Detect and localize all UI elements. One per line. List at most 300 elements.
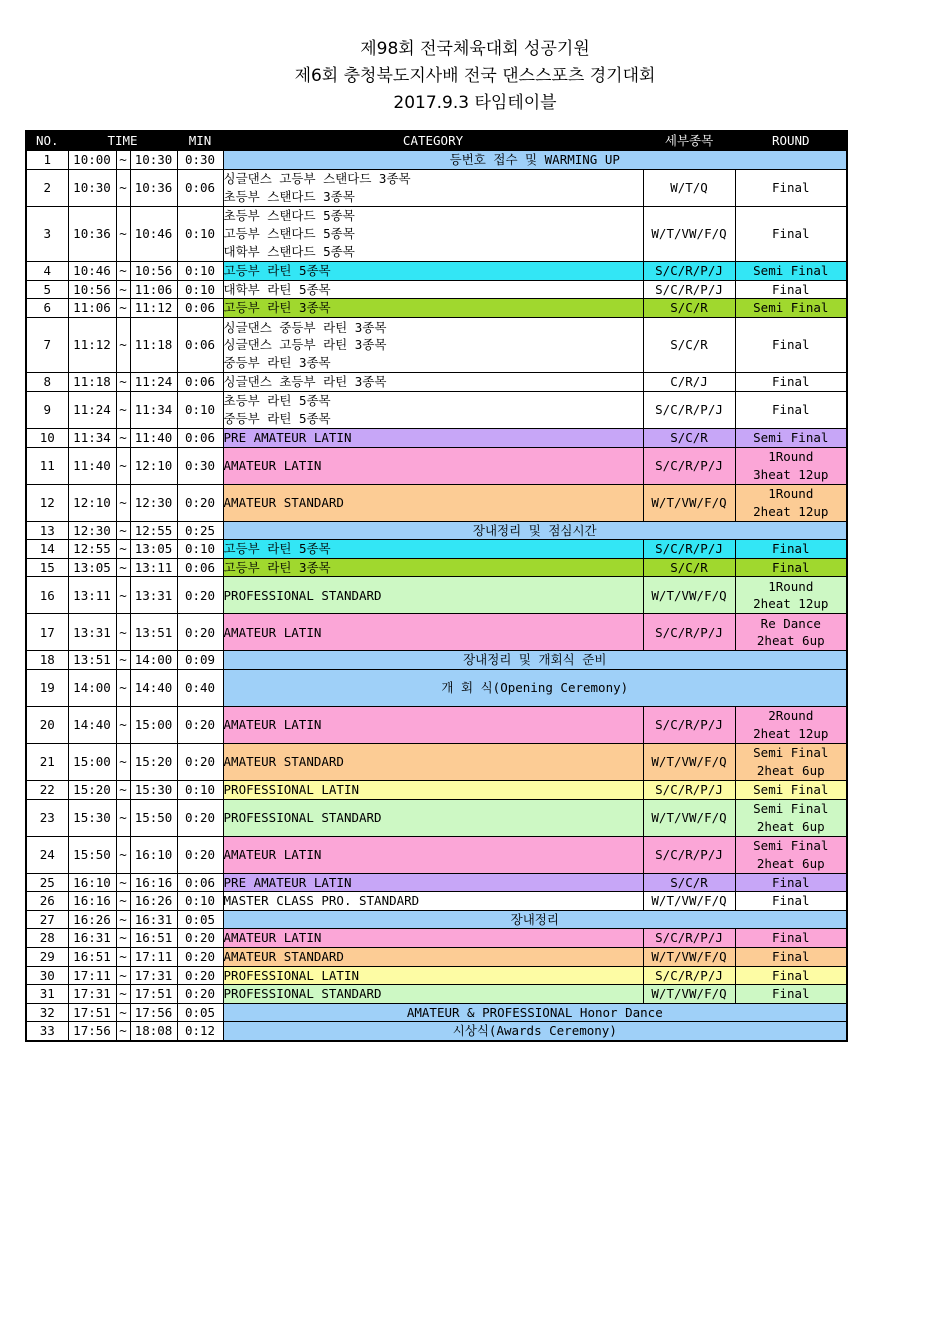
row-minutes: 0:10 bbox=[177, 391, 223, 428]
row-no: 13 bbox=[26, 521, 68, 540]
row-end-time: 10:56 bbox=[130, 262, 177, 281]
row-no: 16 bbox=[26, 577, 68, 614]
row-time-separator: ~ bbox=[116, 391, 130, 428]
row-sub-events: S/C/R/P/J bbox=[643, 447, 735, 484]
row-minutes: 0:20 bbox=[177, 985, 223, 1004]
row-round bbox=[735, 743, 847, 780]
row-sub-events: W/T/VW/F/Q bbox=[643, 484, 735, 521]
row-no: 19 bbox=[26, 669, 68, 706]
round-line: Semi Final bbox=[753, 837, 829, 853]
row-start-time: 10:36 bbox=[68, 206, 116, 262]
row-round bbox=[735, 706, 847, 743]
row-round bbox=[735, 299, 847, 318]
row-sub-events: S/C/R bbox=[643, 428, 735, 447]
table-row bbox=[26, 540, 847, 559]
row-minutes: 0:30 bbox=[177, 447, 223, 484]
row-category bbox=[223, 540, 643, 559]
row-round bbox=[735, 373, 847, 392]
row-end-time: 15:20 bbox=[130, 743, 177, 780]
round-line: Final bbox=[771, 226, 810, 242]
row-sub-events: S/C/R/P/J bbox=[643, 836, 735, 873]
round-line: 2heat 6up bbox=[756, 762, 825, 778]
category-line: 초등부 라틴 5종목 bbox=[223, 393, 331, 409]
row-round bbox=[735, 799, 847, 836]
table-row bbox=[26, 151, 847, 170]
table-row bbox=[26, 373, 847, 392]
row-end-time: 13:31 bbox=[130, 577, 177, 614]
row-time-separator: ~ bbox=[116, 447, 130, 484]
category-line: AMATEUR STANDARD bbox=[223, 754, 344, 770]
row-sub-events: W/T/VW/F/Q bbox=[643, 985, 735, 1004]
round-line: Final bbox=[771, 874, 810, 890]
row-event-bar: AMATEUR & PROFESSIONAL Honor Dance bbox=[223, 1003, 847, 1022]
category-line: AMATEUR LATIN bbox=[223, 624, 322, 640]
category-line: 중등부 라틴 5종목 bbox=[223, 410, 331, 426]
table-row bbox=[26, 910, 847, 929]
row-no: 33 bbox=[26, 1022, 68, 1041]
row-no: 7 bbox=[26, 317, 68, 373]
table-row bbox=[26, 985, 847, 1004]
row-round bbox=[735, 280, 847, 299]
row-time-separator: ~ bbox=[116, 151, 130, 170]
row-minutes: 0:06 bbox=[177, 428, 223, 447]
row-start-time: 13:31 bbox=[68, 614, 116, 651]
row-start-time: 11:24 bbox=[68, 391, 116, 428]
row-start-time: 16:16 bbox=[68, 892, 116, 911]
row-time-separator: ~ bbox=[116, 206, 130, 262]
row-end-time: 17:56 bbox=[130, 1003, 177, 1022]
category-line: PROFESSIONAL STANDARD bbox=[223, 986, 382, 1002]
table-row bbox=[26, 317, 847, 373]
timetable-body bbox=[26, 151, 847, 1041]
category-line: 싱글댄스 고등부 스탠다드 3종목 bbox=[223, 171, 411, 186]
row-end-time: 11:24 bbox=[130, 373, 177, 392]
table-row bbox=[26, 262, 847, 281]
row-time-separator: ~ bbox=[116, 929, 130, 948]
row-minutes: 0:20 bbox=[177, 966, 223, 985]
row-event-bar: 장내정리 및 점심시간 bbox=[223, 521, 847, 540]
row-time-separator: ~ bbox=[116, 706, 130, 743]
row-category bbox=[223, 743, 643, 780]
category-line: 중등부 라틴 3종목 bbox=[223, 354, 331, 370]
row-start-time: 12:30 bbox=[68, 521, 116, 540]
category-line: 싱글댄스 중등부 라틴 3종목 bbox=[223, 319, 387, 335]
row-round bbox=[735, 262, 847, 281]
round-line: Semi Final bbox=[753, 781, 829, 797]
row-sub-events: W/T/VW/F/Q bbox=[643, 947, 735, 966]
row-start-time: 11:40 bbox=[68, 447, 116, 484]
category-line: PRE AMATEUR LATIN bbox=[223, 874, 352, 890]
row-sub-events: S/C/R/P/J bbox=[643, 966, 735, 985]
row-time-separator: ~ bbox=[116, 947, 130, 966]
row-category bbox=[223, 373, 643, 392]
row-end-time: 11:12 bbox=[130, 299, 177, 318]
round-line: 3heat 12up bbox=[753, 466, 829, 482]
row-no: 12 bbox=[26, 484, 68, 521]
row-minutes: 0:30 bbox=[177, 151, 223, 170]
row-no: 17 bbox=[26, 614, 68, 651]
row-category bbox=[223, 836, 643, 873]
row-end-time: 13:05 bbox=[130, 540, 177, 559]
category-line: 대학부 스탠다드 5종목 bbox=[223, 243, 355, 259]
row-category bbox=[223, 317, 643, 373]
header-time: TIME bbox=[68, 131, 177, 151]
row-time-separator: ~ bbox=[116, 428, 130, 447]
category-line: PRE AMATEUR LATIN bbox=[223, 429, 352, 445]
row-start-time: 10:56 bbox=[68, 280, 116, 299]
row-minutes: 0:20 bbox=[177, 614, 223, 651]
row-sub-events: W/T/VW/F/Q bbox=[643, 892, 735, 911]
row-sub-events: S/C/R/P/J bbox=[643, 280, 735, 299]
table-row bbox=[26, 799, 847, 836]
table-row bbox=[26, 947, 847, 966]
round-line: 2heat 6up bbox=[756, 855, 825, 871]
row-no: 20 bbox=[26, 706, 68, 743]
round-line: 1Round bbox=[768, 448, 814, 464]
row-time-separator: ~ bbox=[116, 985, 130, 1004]
row-event-bar: 장내정리 bbox=[223, 910, 847, 929]
row-start-time: 11:18 bbox=[68, 373, 116, 392]
row-category bbox=[223, 966, 643, 985]
table-row bbox=[26, 206, 847, 262]
row-no: 15 bbox=[26, 558, 68, 577]
row-start-time: 15:50 bbox=[68, 836, 116, 873]
row-time-separator: ~ bbox=[116, 669, 130, 706]
row-minutes: 0:12 bbox=[177, 1022, 223, 1041]
header-min: MIN bbox=[177, 131, 223, 151]
row-time-separator: ~ bbox=[116, 558, 130, 577]
row-end-time: 14:40 bbox=[130, 669, 177, 706]
row-no: 32 bbox=[26, 1003, 68, 1022]
row-no: 6 bbox=[26, 299, 68, 318]
table-row bbox=[26, 836, 847, 873]
row-time-separator: ~ bbox=[116, 651, 130, 670]
row-minutes: 0:40 bbox=[177, 669, 223, 706]
row-time-separator: ~ bbox=[116, 1003, 130, 1022]
category-line: 초등부 스탠다드 5종목 bbox=[223, 208, 355, 224]
row-category bbox=[223, 428, 643, 447]
row-sub-events: S/C/R/P/J bbox=[643, 262, 735, 281]
row-start-time: 13:51 bbox=[68, 651, 116, 670]
row-end-time: 11:40 bbox=[130, 428, 177, 447]
table-row bbox=[26, 1022, 847, 1041]
row-round bbox=[735, 391, 847, 428]
round-line: 2heat 12up bbox=[753, 725, 829, 741]
round-line: 2heat 12up bbox=[753, 596, 829, 612]
row-category bbox=[223, 280, 643, 299]
round-line: Final bbox=[771, 967, 810, 983]
table-row bbox=[26, 706, 847, 743]
table-row bbox=[26, 873, 847, 892]
row-sub-events: S/C/R bbox=[643, 558, 735, 577]
row-sub-events: S/C/R bbox=[643, 299, 735, 318]
row-minutes: 0:10 bbox=[177, 206, 223, 262]
table-row bbox=[26, 892, 847, 911]
row-no: 9 bbox=[26, 391, 68, 428]
row-category bbox=[223, 614, 643, 651]
table-row bbox=[26, 1003, 847, 1022]
row-no: 14 bbox=[26, 540, 68, 559]
row-sub-events: S/C/R/P/J bbox=[643, 540, 735, 559]
row-category bbox=[223, 873, 643, 892]
row-minutes: 0:06 bbox=[177, 317, 223, 373]
header-row bbox=[26, 131, 847, 151]
row-end-time: 15:00 bbox=[130, 706, 177, 743]
row-no: 5 bbox=[26, 280, 68, 299]
row-start-time: 15:00 bbox=[68, 743, 116, 780]
category-line: AMATEUR LATIN bbox=[223, 930, 322, 946]
row-end-time: 10:46 bbox=[130, 206, 177, 262]
row-minutes: 0:25 bbox=[177, 521, 223, 540]
round-line: 2heat 6up bbox=[756, 818, 825, 834]
timetable bbox=[25, 130, 848, 1042]
row-sub-events: C/R/J bbox=[643, 373, 735, 392]
row-round bbox=[735, 169, 847, 206]
row-event-bar: 등번호 접수 및 WARMING UP bbox=[223, 151, 847, 170]
row-round bbox=[735, 614, 847, 651]
row-round bbox=[735, 947, 847, 966]
row-end-time: 15:30 bbox=[130, 780, 177, 799]
row-sub-events: W/T/Q bbox=[643, 169, 735, 206]
row-event-bar: 장내정리 및 개회식 준비 bbox=[223, 651, 847, 670]
row-no: 31 bbox=[26, 985, 68, 1004]
document-title bbox=[0, 36, 950, 117]
row-start-time: 11:12 bbox=[68, 317, 116, 373]
row-end-time: 13:51 bbox=[130, 614, 177, 651]
row-end-time: 15:50 bbox=[130, 799, 177, 836]
round-line: Semi Final bbox=[753, 745, 829, 761]
round-line: Semi Final bbox=[753, 263, 829, 279]
table-row bbox=[26, 651, 847, 670]
category-line: AMATEUR STANDARD bbox=[223, 494, 344, 510]
header-no: NO. bbox=[26, 131, 68, 151]
round-line: 2heat 12up bbox=[753, 503, 829, 519]
row-start-time: 14:00 bbox=[68, 669, 116, 706]
row-no: 22 bbox=[26, 780, 68, 799]
row-category bbox=[223, 780, 643, 799]
row-time-separator: ~ bbox=[116, 892, 130, 911]
row-time-separator: ~ bbox=[116, 799, 130, 836]
row-start-time: 12:55 bbox=[68, 540, 116, 559]
row-sub-events: S/C/R/P/J bbox=[643, 780, 735, 799]
row-time-separator: ~ bbox=[116, 262, 130, 281]
row-minutes: 0:09 bbox=[177, 651, 223, 670]
row-no: 27 bbox=[26, 910, 68, 929]
row-minutes: 0:10 bbox=[177, 262, 223, 281]
row-category bbox=[223, 206, 643, 262]
row-no: 21 bbox=[26, 743, 68, 780]
row-time-separator: ~ bbox=[116, 373, 130, 392]
row-category bbox=[223, 484, 643, 521]
category-line: 싱글댄스 초등부 라틴 3종목 bbox=[223, 374, 387, 390]
table-row bbox=[26, 743, 847, 780]
category-line: AMATEUR LATIN bbox=[223, 457, 322, 473]
row-sub-events: W/T/VW/F/Q bbox=[643, 743, 735, 780]
category-line: 대학부 라틴 5종목 bbox=[223, 281, 331, 297]
category-line: PROFESSIONAL LATIN bbox=[223, 781, 359, 797]
row-category bbox=[223, 262, 643, 281]
row-round bbox=[735, 428, 847, 447]
table-row bbox=[26, 484, 847, 521]
round-line: Semi Final bbox=[753, 429, 829, 445]
row-sub-events: S/C/R/P/J bbox=[643, 614, 735, 651]
row-category bbox=[223, 447, 643, 484]
row-time-separator: ~ bbox=[116, 910, 130, 929]
title-line-2: 제6회 충청북도지사배 전국 댄스스포츠 경기대회 bbox=[294, 66, 656, 86]
category-line: PROFESSIONAL STANDARD bbox=[223, 587, 382, 603]
row-round bbox=[735, 540, 847, 559]
row-end-time: 16:10 bbox=[130, 836, 177, 873]
row-end-time: 11:34 bbox=[130, 391, 177, 428]
row-start-time: 13:05 bbox=[68, 558, 116, 577]
row-time-separator: ~ bbox=[116, 780, 130, 799]
row-time-separator: ~ bbox=[116, 873, 130, 892]
round-line: 2Round bbox=[768, 708, 814, 724]
row-start-time: 13:11 bbox=[68, 577, 116, 614]
header-sub-events: 세부종목 bbox=[643, 131, 735, 151]
row-time-separator: ~ bbox=[116, 317, 130, 373]
row-category bbox=[223, 706, 643, 743]
row-time-separator: ~ bbox=[116, 540, 130, 559]
row-start-time: 10:30 bbox=[68, 169, 116, 206]
row-end-time: 18:08 bbox=[130, 1022, 177, 1041]
row-end-time: 16:26 bbox=[130, 892, 177, 911]
table-row bbox=[26, 391, 847, 428]
row-no: 2 bbox=[26, 169, 68, 206]
round-line: Final bbox=[771, 559, 810, 575]
category-line: 고등부 라틴 3종목 bbox=[223, 559, 331, 575]
row-minutes: 0:06 bbox=[177, 169, 223, 206]
row-start-time: 11:34 bbox=[68, 428, 116, 447]
round-line: Re Dance bbox=[760, 615, 821, 631]
round-line: Semi Final bbox=[753, 300, 829, 316]
row-minutes: 0:06 bbox=[177, 873, 223, 892]
round-line: 1Round bbox=[768, 578, 814, 594]
row-time-separator: ~ bbox=[116, 614, 130, 651]
row-minutes: 0:10 bbox=[177, 280, 223, 299]
row-minutes: 0:10 bbox=[177, 892, 223, 911]
table-row bbox=[26, 428, 847, 447]
row-category bbox=[223, 299, 643, 318]
row-round bbox=[735, 873, 847, 892]
row-minutes: 0:20 bbox=[177, 836, 223, 873]
table-row bbox=[26, 614, 847, 651]
row-category bbox=[223, 929, 643, 948]
table-row bbox=[26, 558, 847, 577]
row-start-time: 16:10 bbox=[68, 873, 116, 892]
category-line: PROFESSIONAL LATIN bbox=[223, 967, 359, 983]
row-minutes: 0:10 bbox=[177, 780, 223, 799]
category-line: 고등부 라틴 5종목 bbox=[223, 541, 331, 557]
row-minutes: 0:20 bbox=[177, 706, 223, 743]
row-time-separator: ~ bbox=[116, 743, 130, 780]
row-sub-events: S/C/R/P/J bbox=[643, 706, 735, 743]
round-line: Final bbox=[771, 179, 810, 195]
round-line: Semi Final bbox=[753, 800, 829, 816]
row-no: 18 bbox=[26, 651, 68, 670]
row-time-separator: ~ bbox=[116, 1022, 130, 1041]
category-line: 싱글댄스 고등부 라틴 3종목 bbox=[223, 337, 387, 353]
row-end-time: 10:36 bbox=[130, 169, 177, 206]
row-round bbox=[735, 892, 847, 911]
row-category bbox=[223, 169, 643, 206]
category-line: PROFESSIONAL STANDARD bbox=[223, 809, 382, 825]
row-no: 11 bbox=[26, 447, 68, 484]
row-sub-events: W/T/VW/F/Q bbox=[643, 577, 735, 614]
category-line: MASTER CLASS PRO. STANDARD bbox=[223, 893, 420, 909]
row-start-time: 16:26 bbox=[68, 910, 116, 929]
row-minutes: 0:06 bbox=[177, 299, 223, 318]
row-end-time: 17:51 bbox=[130, 985, 177, 1004]
row-no: 25 bbox=[26, 873, 68, 892]
row-time-separator: ~ bbox=[116, 280, 130, 299]
row-round bbox=[735, 577, 847, 614]
round-line: Final bbox=[771, 541, 810, 557]
row-end-time: 10:30 bbox=[130, 151, 177, 170]
row-minutes: 0:05 bbox=[177, 1003, 223, 1022]
row-no: 24 bbox=[26, 836, 68, 873]
row-time-separator: ~ bbox=[116, 484, 130, 521]
row-round bbox=[735, 985, 847, 1004]
row-round bbox=[735, 780, 847, 799]
row-category bbox=[223, 391, 643, 428]
row-minutes: 0:06 bbox=[177, 558, 223, 577]
category-line: 고등부 스탠다드 5종목 bbox=[223, 226, 355, 242]
table-row bbox=[26, 280, 847, 299]
row-minutes: 0:20 bbox=[177, 484, 223, 521]
table-row bbox=[26, 169, 847, 206]
row-time-separator: ~ bbox=[116, 169, 130, 206]
row-minutes: 0:20 bbox=[177, 799, 223, 836]
header-category: CATEGORY bbox=[223, 131, 643, 151]
row-no: 8 bbox=[26, 373, 68, 392]
row-category bbox=[223, 577, 643, 614]
row-event-bar: 시상식(Awards Ceremony) bbox=[223, 1022, 847, 1041]
row-no: 23 bbox=[26, 799, 68, 836]
row-sub-events: S/C/R/P/J bbox=[643, 929, 735, 948]
round-line: Final bbox=[771, 281, 810, 297]
row-no: 1 bbox=[26, 151, 68, 170]
header-round: ROUND bbox=[735, 131, 847, 151]
table-row bbox=[26, 669, 847, 706]
row-end-time: 12:10 bbox=[130, 447, 177, 484]
row-category bbox=[223, 985, 643, 1004]
row-end-time: 12:55 bbox=[130, 521, 177, 540]
row-round bbox=[735, 836, 847, 873]
title-line-1: 제98회 전국체육대회 성공기원 bbox=[360, 39, 590, 59]
row-time-separator: ~ bbox=[116, 836, 130, 873]
round-line: Final bbox=[771, 374, 810, 390]
row-minutes: 0:20 bbox=[177, 743, 223, 780]
row-start-time: 17:51 bbox=[68, 1003, 116, 1022]
title-line-3: 2017.9.3 타임테이블 bbox=[393, 93, 557, 113]
round-line: Final bbox=[771, 337, 810, 353]
category-line: AMATEUR STANDARD bbox=[223, 948, 344, 964]
row-minutes: 0:20 bbox=[177, 947, 223, 966]
row-round bbox=[735, 317, 847, 373]
row-sub-events: S/C/R bbox=[643, 873, 735, 892]
row-no: 4 bbox=[26, 262, 68, 281]
row-start-time: 17:11 bbox=[68, 966, 116, 985]
row-sub-events: S/C/R/P/J bbox=[643, 391, 735, 428]
row-end-time: 16:51 bbox=[130, 929, 177, 948]
row-sub-events: W/T/VW/F/Q bbox=[643, 799, 735, 836]
row-end-time: 16:31 bbox=[130, 910, 177, 929]
row-no: 3 bbox=[26, 206, 68, 262]
row-time-separator: ~ bbox=[116, 299, 130, 318]
table-row bbox=[26, 780, 847, 799]
row-no: 30 bbox=[26, 966, 68, 985]
